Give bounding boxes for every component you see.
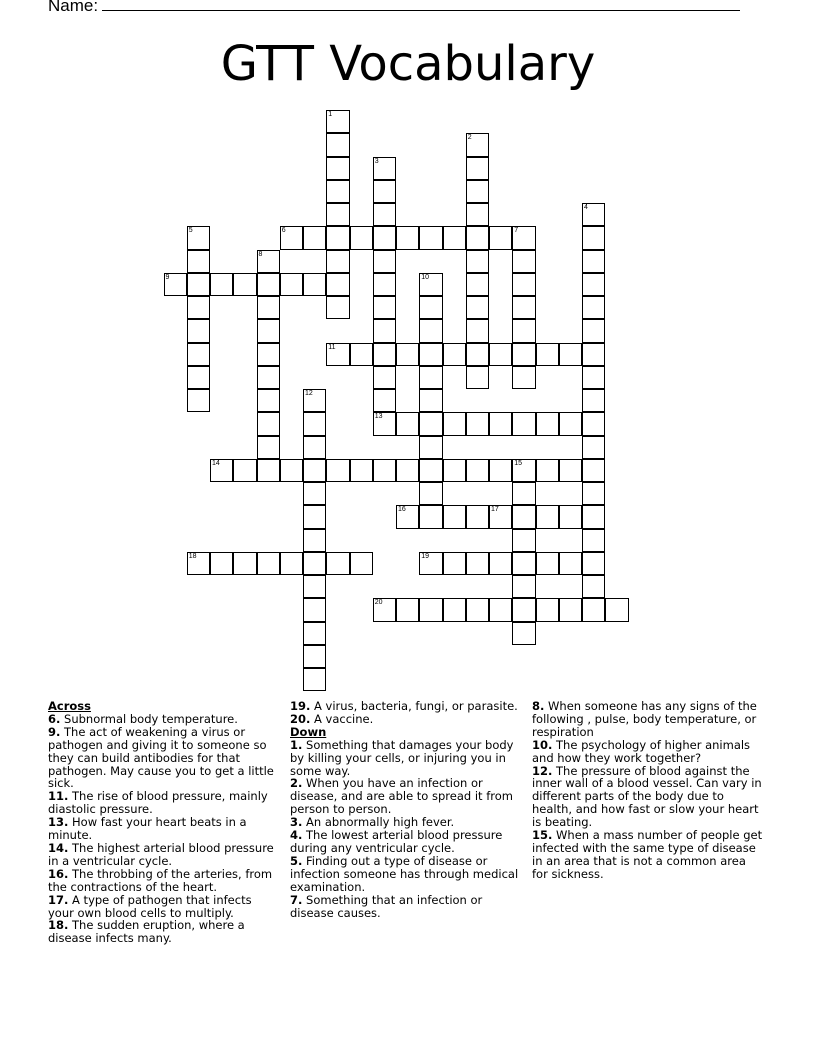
grid-cell[interactable] [257, 366, 280, 389]
down-clue: 12. The pressure of blood against the inner wall of a blood vessel. Can vary in different parts of the body due to health, and how fast or slow your heart is beating. [532, 763, 762, 830]
grid-cell[interactable] [257, 436, 280, 459]
grid-cell[interactable] [373, 459, 396, 482]
grid-cell[interactable] [489, 598, 512, 621]
grid-cell[interactable] [512, 226, 535, 249]
grid-cell[interactable] [489, 343, 512, 366]
clue-number: 17 [491, 506, 499, 514]
grid-cell[interactable] [466, 133, 489, 156]
clue-number: 9 [165, 273, 170, 281]
grid-cell[interactable] [303, 273, 326, 296]
clue-number: 16 [398, 506, 406, 514]
grid-cell[interactable] [582, 575, 605, 598]
grid-cell[interactable] [257, 412, 280, 435]
grid-cell[interactable] [373, 180, 396, 203]
grid-cell[interactable] [257, 250, 280, 273]
down-clue: 2. When you have an infection or disease, and are able to spread it from person to person. [290, 776, 513, 817]
down-clue: 10. The psychology of higher animals and how they work together? [532, 737, 751, 765]
grid-cell[interactable] [373, 157, 396, 180]
across-clue: 9. The act of weakening a virus or pathogen and giving it to someone so they can build antibodies for that pathogen. May cause you to get a little sick. [48, 724, 274, 791]
grid-cell[interactable] [326, 296, 349, 319]
clue-column-3 [532, 700, 764, 881]
down-clue: 1. Something that damages your body by killing your cells, or injuring you in some way. [290, 737, 514, 778]
grid-cell[interactable] [582, 412, 605, 435]
grid-cell[interactable] [559, 598, 582, 621]
grid-cell[interactable] [187, 226, 210, 249]
grid-cell[interactable] [326, 459, 349, 482]
grid-cell[interactable] [582, 389, 605, 412]
grid-cell[interactable] [512, 575, 535, 598]
grid-cell[interactable] [326, 273, 349, 296]
grid-cell[interactable] [559, 459, 582, 482]
grid-cell[interactable] [466, 412, 489, 435]
grid-cell[interactable] [373, 389, 396, 412]
grid-cell[interactable] [210, 459, 233, 482]
across-clue: 6. Subnormal body temperature. [48, 711, 238, 726]
clue-column-1 [48, 700, 280, 945]
grid-cell[interactable] [373, 273, 396, 296]
grid-cell[interactable] [466, 296, 489, 319]
grid-cell[interactable] [466, 157, 489, 180]
grid-cell[interactable] [559, 505, 582, 528]
grid-cell[interactable] [303, 668, 326, 691]
grid-cell[interactable] [512, 250, 535, 273]
grid-cell[interactable] [582, 366, 605, 389]
grid-cell[interactable] [489, 552, 512, 575]
grid-cell[interactable] [350, 552, 373, 575]
grid-cell[interactable] [536, 598, 559, 621]
grid-cell[interactable] [466, 366, 489, 389]
down-clue: 3. An abnormally high fever. [290, 815, 455, 830]
grid-cell[interactable] [443, 552, 466, 575]
grid-cell[interactable] [582, 273, 605, 296]
grid-cell[interactable] [187, 273, 210, 296]
grid-cell[interactable] [489, 459, 512, 482]
clue-number: 6 [281, 227, 286, 235]
clue-number: 13 [374, 413, 383, 421]
grid-cell[interactable] [280, 273, 303, 296]
across-clue: 18. The sudden eruption, where a disease infects many. [48, 918, 245, 946]
page-title: GTT Vocabulary [220, 36, 596, 92]
grid-cell[interactable] [303, 412, 326, 435]
grid-cell[interactable] [210, 552, 233, 575]
grid-cell[interactable] [257, 319, 280, 342]
grid-cell[interactable] [233, 273, 256, 296]
grid-cell[interactable] [582, 459, 605, 482]
grid-cell[interactable] [303, 575, 326, 598]
grid-cell[interactable] [419, 296, 442, 319]
clue-number: 14 [212, 459, 220, 467]
grid-cell[interactable] [303, 226, 326, 249]
grid-cell[interactable] [303, 482, 326, 505]
grid-cell[interactable] [303, 645, 326, 668]
grid-cell[interactable] [187, 366, 210, 389]
grid-cell[interactable] [303, 505, 326, 528]
grid-cell[interactable] [257, 552, 280, 575]
down-clue: 5. Finding out a type of disease or infection someone has through medical examination. [290, 853, 519, 894]
grid-cell[interactable] [466, 319, 489, 342]
grid-cell[interactable] [512, 343, 535, 366]
grid-cell[interactable] [326, 180, 349, 203]
down-heading: Down [290, 724, 327, 739]
grid-cell[interactable] [512, 482, 535, 505]
grid-cell[interactable] [582, 250, 605, 273]
grid-cell[interactable] [512, 598, 535, 621]
grid-cell[interactable] [396, 226, 419, 249]
grid-cell[interactable] [512, 505, 535, 528]
grid-cell[interactable] [466, 203, 489, 226]
clue-number: 11 [328, 343, 336, 351]
grid-cell[interactable] [187, 552, 210, 575]
grid-cell[interactable] [582, 436, 605, 459]
grid-cell[interactable] [350, 343, 373, 366]
grid-cell[interactable] [466, 552, 489, 575]
grid-cell[interactable] [536, 505, 559, 528]
grid-cell[interactable] [303, 598, 326, 621]
clue-number: 3 [374, 157, 379, 165]
grid-cell[interactable] [326, 157, 349, 180]
grid-cell[interactable] [536, 552, 559, 575]
down-clue: 4. The lowest arterial blood pressure during any ventricular cycle. [290, 828, 503, 855]
grid-cell[interactable] [443, 343, 466, 366]
grid-cell[interactable] [396, 459, 419, 482]
clue-number: 10 [421, 273, 430, 281]
clue-number: 18 [188, 552, 197, 560]
grid-cell[interactable] [257, 273, 280, 296]
grid-cell[interactable] [187, 389, 210, 412]
grid-cell[interactable] [350, 226, 373, 249]
grid-cell[interactable] [373, 412, 396, 435]
grid-cell[interactable] [466, 598, 489, 621]
clue-number: 7 [514, 227, 519, 235]
grid-cell[interactable] [466, 459, 489, 482]
grid-cell[interactable] [303, 622, 326, 645]
grid-cell[interactable] [582, 598, 605, 621]
across-clue: 16. The throbbing of the arteries, from the contractions of the heart. [48, 866, 273, 894]
grid-cell[interactable] [257, 343, 280, 366]
grid-cell[interactable] [373, 250, 396, 273]
grid-cell[interactable] [605, 598, 628, 621]
grid-cell[interactable] [210, 273, 233, 296]
name-label: Name: [48, 0, 99, 15]
clue-number: 2 [467, 134, 472, 142]
grid-cell[interactable] [373, 226, 396, 249]
grid-cell[interactable] [419, 412, 442, 435]
grid-cell[interactable] [326, 203, 349, 226]
grid-cell[interactable] [373, 203, 396, 226]
grid-cell[interactable] [582, 505, 605, 528]
grid-cell[interactable] [512, 552, 535, 575]
grid-cell[interactable] [466, 505, 489, 528]
clue-number: 15 [514, 459, 523, 467]
clue-number: 5 [188, 227, 193, 235]
grid-cell[interactable] [443, 226, 466, 249]
across-clue: 20. A vaccine. [290, 711, 374, 726]
grid-cell[interactable] [373, 343, 396, 366]
grid-cell[interactable] [280, 552, 303, 575]
grid-cell[interactable] [536, 343, 559, 366]
across-clue: 17. A type of pathogen that infects your own blood cells to multiply. [48, 892, 252, 920]
grid-cell[interactable] [187, 296, 210, 319]
grid-cell[interactable] [512, 622, 535, 645]
grid-cell[interactable] [419, 319, 442, 342]
grid-cell[interactable] [489, 412, 512, 435]
down-clue: 7. Something that an infection or disease causes. [290, 892, 483, 920]
grid-cell[interactable] [373, 296, 396, 319]
grid-cell[interactable] [582, 343, 605, 366]
grid-cell[interactable] [466, 226, 489, 249]
grid-cell[interactable] [419, 598, 442, 621]
grid-cell[interactable] [582, 296, 605, 319]
grid-cell[interactable] [419, 343, 442, 366]
grid-cell[interactable] [303, 552, 326, 575]
grid-cell[interactable] [303, 436, 326, 459]
grid-cell[interactable] [512, 273, 535, 296]
grid-cell[interactable] [164, 273, 187, 296]
clue-number: 12 [305, 390, 313, 397]
grid-cell[interactable] [257, 296, 280, 319]
clue-number: 1 [328, 111, 333, 118]
across-clue: 11. The rise of blood pressure, mainly diastolic pressure. [48, 789, 268, 817]
grid-cell[interactable] [257, 459, 280, 482]
grid-cell[interactable] [512, 529, 535, 552]
grid-cell[interactable] [559, 412, 582, 435]
grid-cell[interactable] [419, 389, 442, 412]
grid-cell[interactable] [536, 412, 559, 435]
grid-cell[interactable] [257, 389, 280, 412]
grid-cell[interactable] [466, 273, 489, 296]
grid-cell[interactable] [559, 343, 582, 366]
clue-number: 8 [258, 250, 263, 258]
grid-cell[interactable] [443, 598, 466, 621]
grid-cell[interactable] [443, 459, 466, 482]
grid-cell[interactable] [187, 250, 210, 273]
across-clue: 13. How fast your heart beats in a minute. [48, 815, 247, 843]
grid-cell[interactable] [326, 552, 349, 575]
grid-cell[interactable] [582, 482, 605, 505]
grid-cell[interactable] [187, 343, 210, 366]
across-heading: Across [48, 699, 91, 713]
grid-cell[interactable] [233, 459, 256, 482]
grid-cell[interactable] [443, 505, 466, 528]
grid-cell[interactable] [326, 250, 349, 273]
grid-cell[interactable] [280, 459, 303, 482]
grid-cell[interactable] [419, 273, 442, 296]
grid-cell[interactable] [559, 552, 582, 575]
grid-cell[interactable] [373, 598, 396, 621]
grid-cell[interactable] [187, 319, 210, 342]
grid-cell[interactable] [326, 133, 349, 156]
grid-cell[interactable] [443, 412, 466, 435]
grid-cell[interactable] [419, 505, 442, 528]
clue-number: 19 [421, 552, 430, 560]
grid-cell[interactable] [582, 552, 605, 575]
clue-number: 4 [584, 204, 588, 211]
grid-cell[interactable] [373, 319, 396, 342]
grid-cell[interactable] [419, 226, 442, 249]
grid-cell[interactable] [396, 598, 419, 621]
clue-column-2 [290, 700, 522, 919]
grid-cell[interactable] [396, 412, 419, 435]
grid-cell[interactable] [512, 412, 535, 435]
grid-cell[interactable] [489, 226, 512, 249]
grid-cell[interactable] [512, 319, 535, 342]
grid-cell[interactable] [466, 343, 489, 366]
down-clue: 8. When someone has any signs of the following , pulse, body temperature, or respiration [532, 699, 757, 739]
grid-cell[interactable] [326, 110, 349, 133]
grid-cell[interactable] [512, 459, 535, 482]
grid-cell[interactable] [582, 529, 605, 552]
grid-cell[interactable] [536, 459, 559, 482]
grid-cell[interactable] [233, 552, 256, 575]
grid-cell[interactable] [280, 226, 303, 249]
grid-cell[interactable] [326, 343, 349, 366]
across-clue: 14. The highest arterial blood pressure in a ventricular cycle. [48, 840, 274, 868]
grid-cell[interactable] [419, 552, 442, 575]
grid-cell[interactable] [396, 505, 419, 528]
grid-cell[interactable] [419, 482, 442, 505]
grid-cell[interactable] [419, 366, 442, 389]
grid-cell[interactable] [512, 366, 535, 389]
grid-cell[interactable] [373, 366, 396, 389]
grid-cell[interactable] [303, 389, 326, 412]
grid-cell[interactable] [512, 296, 535, 319]
grid-cell[interactable] [303, 459, 326, 482]
grid-cell[interactable] [350, 459, 373, 482]
clue-number: 20 [374, 599, 383, 607]
grid-cell[interactable] [419, 436, 442, 459]
grid-cell[interactable] [396, 343, 419, 366]
grid-cell[interactable] [466, 250, 489, 273]
grid-cell[interactable] [466, 180, 489, 203]
grid-cell[interactable] [326, 226, 349, 249]
grid-cell[interactable] [489, 505, 512, 528]
grid-cell[interactable] [419, 459, 442, 482]
down-clue: 15. When a mass number of people get infected with the same type of disease in an area that is not a common area for sickness. [532, 828, 763, 881]
grid-cell[interactable] [582, 319, 605, 342]
across-clue: 19. A virus, bacteria, fungi, or parasite. [290, 699, 518, 713]
grid-cell[interactable] [582, 226, 605, 249]
grid-cell[interactable] [303, 529, 326, 552]
grid-cell[interactable] [582, 203, 605, 226]
